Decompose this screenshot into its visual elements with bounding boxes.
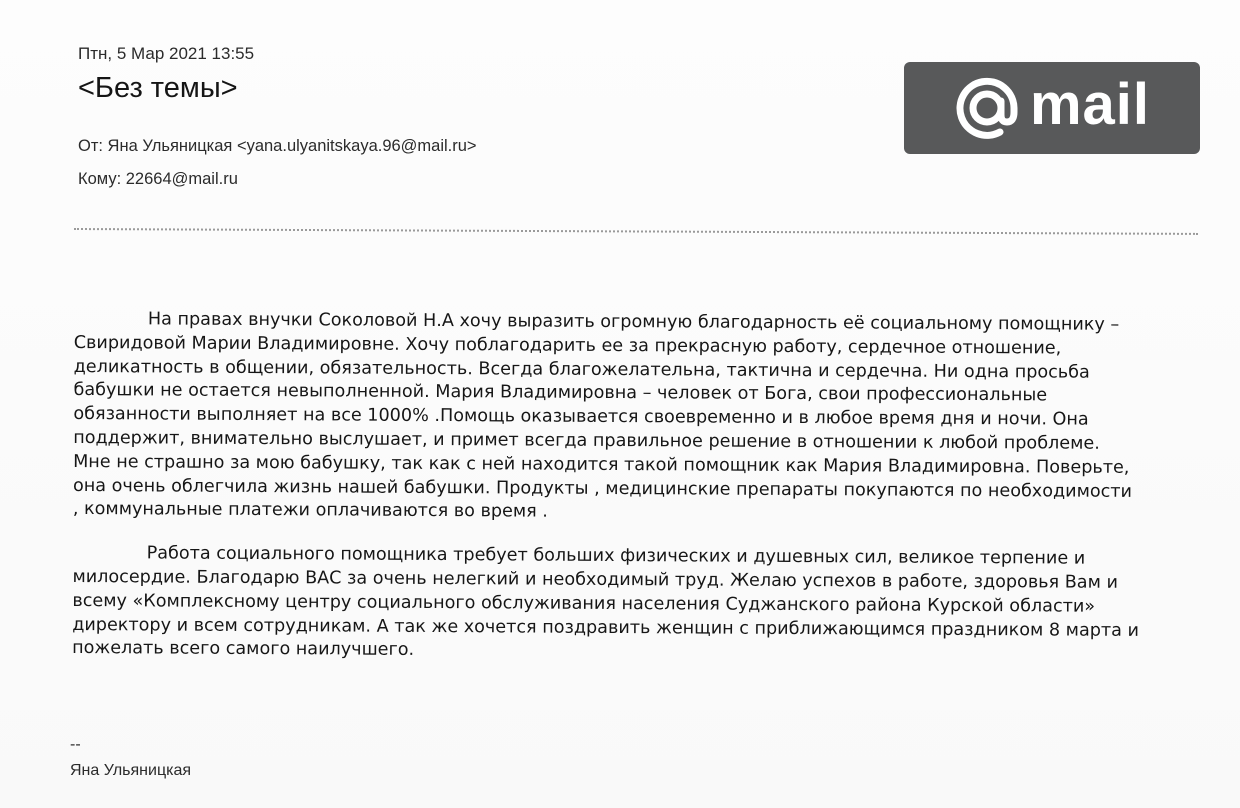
- mail-logo-word: mail: [1029, 72, 1151, 137]
- body-line: Работа социального помощника требует больших физических и душевных сил, великое терпение и: [146, 543, 1086, 569]
- signature-name: Яна Ульяницкая: [70, 762, 192, 779]
- body-line: всему «Комплексному центру социального обслуживания населения Суджанского района Курской области»: [72, 590, 1096, 617]
- at-sign-icon: [954, 75, 1020, 141]
- email-body: [72, 308, 1194, 667]
- body-line: бабушки не остается невыполненной. Мария Владимировна – человек от Бога, свои профессиональные: [73, 380, 1048, 406]
- mail-logo: [904, 62, 1200, 154]
- header-divider: [74, 228, 1198, 235]
- body-line: директору и всем сотрудникам. А так же хочется поздравить женщин с приближающимся праздником 8 марта и: [72, 614, 1140, 641]
- body-line: На правах внучки Соколовой Н.А хочу выразить огромную благодарность её социальному помощнику –: [147, 309, 1120, 335]
- body-line: Свиридовой Марии Владимировне. Хочу поблагодарить ее за прекрасную работу, сердечное отношение,: [73, 332, 1062, 359]
- email-from: От: Яна Ульяницкая <yana.ulyanitskaya.96@mail.ru>: [78, 137, 477, 155]
- body-line: обязанности выполняет на все 1000% .Помощь оказывается своевременно и в любое время дня и ночи. Она: [73, 404, 1089, 430]
- body-paragraph-2: [72, 542, 1193, 667]
- email-to: Кому: 22664@mail.ru: [78, 170, 238, 188]
- email-date: Птн, 5 Мар 2021 13:55: [78, 44, 255, 63]
- body-line: поддержит, внимательно выслушает, и примет всегда правильное решение в отношении к любой проблеме.: [73, 427, 1100, 454]
- body-line: Мне не страшно за мою бабушку, так как с ней находится такой помощник как Мария Владимировна. Поверьте,: [73, 451, 1130, 478]
- signature-separator: --: [70, 736, 81, 753]
- body-line: , коммунальные платежи оплачиваются во время .: [72, 499, 548, 523]
- body-line: милосердие. Благодарю ВАС за очень нелегкий и необходимый труд. Желаю успехов в работе, здоровья Вам и: [72, 566, 1118, 593]
- body-paragraph-1: [73, 308, 1194, 528]
- email-subject: <Без темы>: [78, 72, 238, 104]
- body-line: деликатность в общении, обязательность. Всегда благожелательна, тактична и сердечна. Ни одна просьба: [73, 356, 1090, 383]
- body-line: она очень облегчила жизнь нашей бабушки. Продукты , медицинские препараты покупаются по необходимости: [72, 475, 1133, 502]
- body-line: пожелать всего самого наилучшего.: [72, 638, 415, 661]
